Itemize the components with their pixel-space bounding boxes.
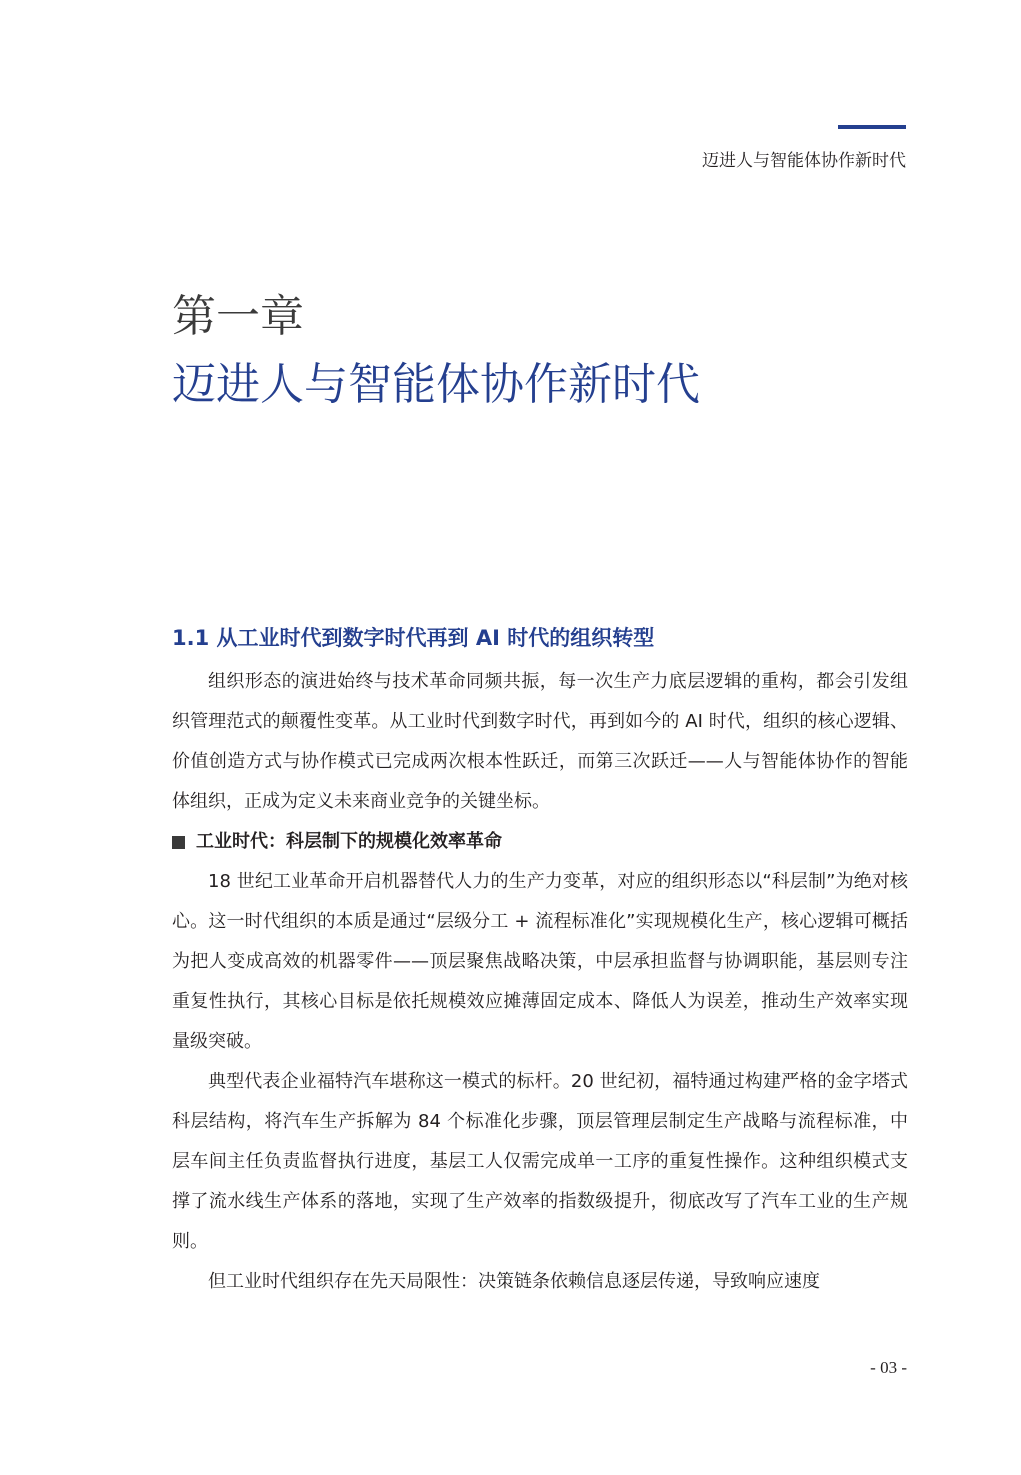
paragraph-industrial-1: 18 世纪工业革命开启机器替代人力的生产力变革，对应的组织形态以“科层制”为绝对核心。这一时代组织的本质是通过“层级分工 + 流程标准化”实现规模化生产，核心逻辑可概括为把人变成高效的机器零件——顶层聚焦战略决策，中层承担监督与协调职能，基层则专注重复性执行，其核心目标是依托规模效应摊薄固定成本、降低人为误差，推动生产效率实现量级突破。 [172,871,908,1052]
subhead-industrial-text: 工业时代：科层制下的规模化效率革命 [196,831,502,852]
page-number: - 03 - [870,1358,907,1377]
paragraph-industrial-2: 典型代表企业福特汽车堪称这一模式的标杆。20 世纪初，福特通过构建严格的金字塔式科层结构，将汽车生产拆解为 84 个标准化步骤，顶层管理层制定生产战略与流程标准，中层车间主任负责监督执行进度，基层工人仅需完成单一工序的重复性操作。这种组织模式支撑了流水线生产体系的落地，实现了生产效率的指数级提升，彻底改写了汽车工业的生产规则。 [172,1071,908,1252]
chapter-label: 第一章 [172,291,304,342]
subhead-industrial [172,822,908,862]
body-content [172,662,908,1302]
section-title: 1.1 从工业时代到数字时代再到 AI 时代的组织转型 [172,626,655,650]
header-accent-bar [838,125,906,129]
paragraph-industrial-3: 但工业时代组织存在先天局限性：决策链条依赖信息逐层传递，导致响应速度 [208,1271,820,1292]
paragraph-intro: 组织形态的演进始终与技术革命同频共振，每一次生产力底层逻辑的重构，都会引发组织管理范式的颠覆性变革。从工业时代到数字时代，再到如今的 AI 时代，组织的核心逻辑、价值创造方式与协作模式已完成两次根本性跃迁，而第三次跃迁——人与智能体协作的智能体组织，正成为定义未来商业竞争的关键坐标。 [172,671,908,812]
square-bullet-icon [172,836,185,849]
chapter-title: 迈进人与智能体协作新时代 [172,359,700,410]
running-header-title: 迈进人与智能体协作新时代 [702,151,906,171]
